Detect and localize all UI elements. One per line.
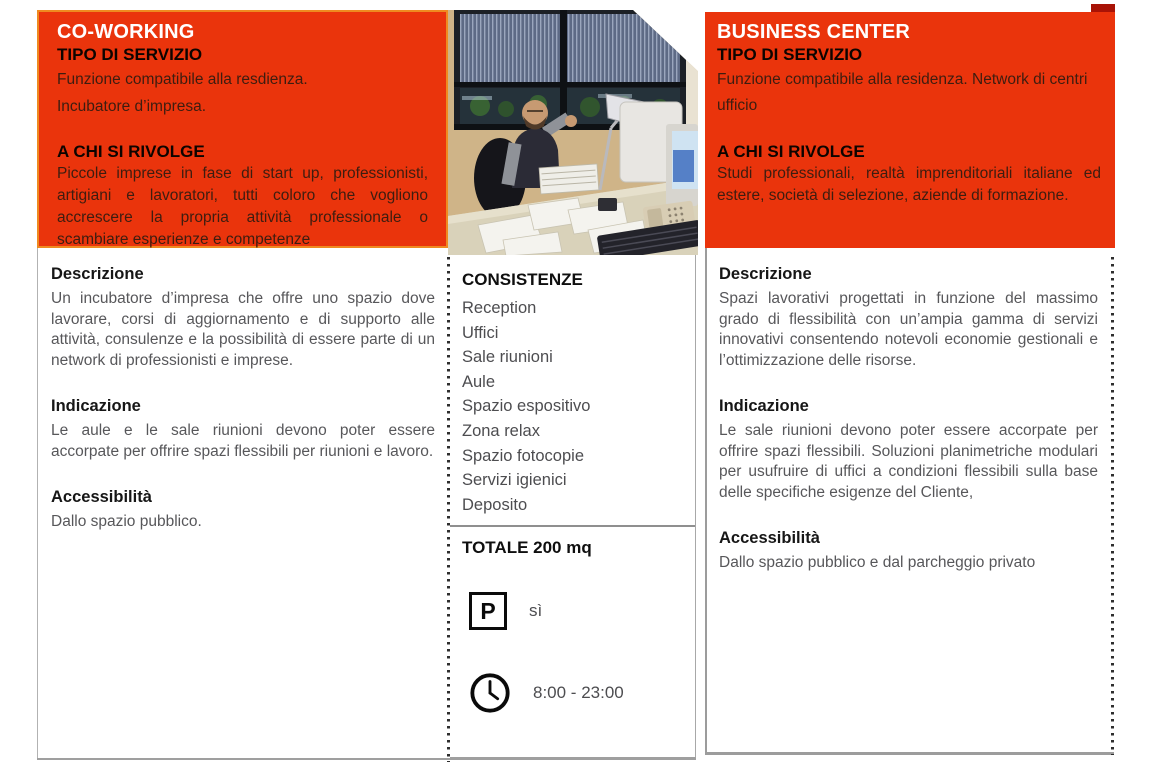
coworking-service-heading: TIPO DI SERVIZIO <box>57 45 203 64</box>
list-item: Aule <box>462 372 496 391</box>
list-item: Deposito <box>462 495 528 514</box>
office-photo <box>448 10 698 255</box>
coworking-descrizione-section <box>51 264 435 371</box>
total-label: TOTALE 200 mq <box>462 538 592 558</box>
section-heading: Accessibilità <box>51 488 152 506</box>
coworking-accessibilita-section <box>51 487 435 533</box>
business-service-heading: TIPO DI SERVIZIO <box>717 45 863 64</box>
clock-icon <box>469 672 511 714</box>
coworking-service-line: Funzione compatibile alla resdienza. <box>57 71 308 88</box>
hours-row <box>469 672 685 714</box>
coworking-header-box <box>37 10 448 248</box>
bottom-rule <box>37 758 696 760</box>
business-center-header-box <box>705 12 1115 248</box>
section-heading: Indicazione <box>51 397 141 415</box>
list-item: Zona relax <box>462 421 540 440</box>
business-center-details <box>705 248 1114 755</box>
business-accessibilita-section <box>719 528 1098 574</box>
office-photo-illustration <box>448 10 698 255</box>
hours-value: 8:00 - 23:00 <box>533 683 624 703</box>
list-item: Sale riunioni <box>462 348 553 367</box>
coworking-details <box>37 248 449 759</box>
coworking-title: CO-WORKING <box>57 21 195 43</box>
list-item: Spazio espositivo <box>462 397 591 416</box>
section-text: Le aule e le sale riunioni devono poter essere accorpate per offrire spazi flessibili per riunioni e lavoro. <box>51 422 435 460</box>
parking-row <box>469 592 685 630</box>
parking-value: sì <box>529 601 543 621</box>
list-item: Servizi igienici <box>462 471 567 490</box>
coworking-audience-text: Piccole imprese in fase di start up, professionisti, artigiani e lavoratori, tutti coloro che vogliono accrescere la propria attività professionale o scambiare esperienze e competenze <box>57 165 428 248</box>
business-audience-heading: A CHI SI RIVOLGE <box>717 142 865 161</box>
list-item: Uffici <box>462 323 499 342</box>
dotted-divider <box>447 257 450 762</box>
consistenze-list <box>462 296 685 517</box>
coworking-audience-heading: A CHI SI RIVOLGE <box>57 142 205 161</box>
list-item: Reception <box>462 299 537 317</box>
section-heading: Descrizione <box>51 265 144 283</box>
coworking-indicazione-section <box>51 396 435 462</box>
business-audience-text: Studi professionali, realtà imprenditoriali italiane ed estere, società di selezione, aziende di formazione. <box>717 165 1101 204</box>
consistenze-heading: CONSISTENZE <box>462 270 583 289</box>
dotted-divider <box>1111 257 1114 755</box>
section-text: Dallo spazio pubblico. <box>51 513 202 530</box>
coworking-service-line: Incubatore d’impresa. <box>57 98 207 115</box>
section-text: Dallo spazio pubblico e dal parcheggio privato <box>719 554 1036 571</box>
business-center-title: BUSINESS CENTER <box>717 21 911 43</box>
section-heading: Indicazione <box>719 397 809 415</box>
business-service-text: Funzione compatibile alla residenza. Network di centri ufficio <box>717 71 1088 114</box>
section-text: Un incubatore d’impresa che offre uno spazio dove lavorare, corsi di aggiornamento e di supporto alle attività, consulenze e la possibilità di essere parte di un network di professionisti e imprese. <box>51 290 435 369</box>
business-indicazione-section <box>719 396 1098 503</box>
section-heading: Accessibilità <box>719 529 820 547</box>
total-divider <box>450 525 695 527</box>
business-descrizione-section <box>719 264 1098 371</box>
section-text: Le sale riunioni devono poter essere accorpate per offrire spazi flessibili. Soluzioni planimetriche modulari per usufruire di uffici a condizioni flessibili sulla base delle specifiche esigenze del Cliente, <box>719 422 1098 501</box>
consistenze-panel <box>450 255 696 758</box>
parking-icon: P <box>469 592 507 630</box>
list-item: Spazio fotocopie <box>462 446 585 465</box>
section-heading: Descrizione <box>719 265 812 283</box>
section-text: Spazi lavorativi progettati in funzione del massimo grado di flessibilità con un’ampia gamma di servizi innovativi consentendo notevoli economie gestionali e l’ottimizzazione delle risorse. <box>719 290 1098 369</box>
